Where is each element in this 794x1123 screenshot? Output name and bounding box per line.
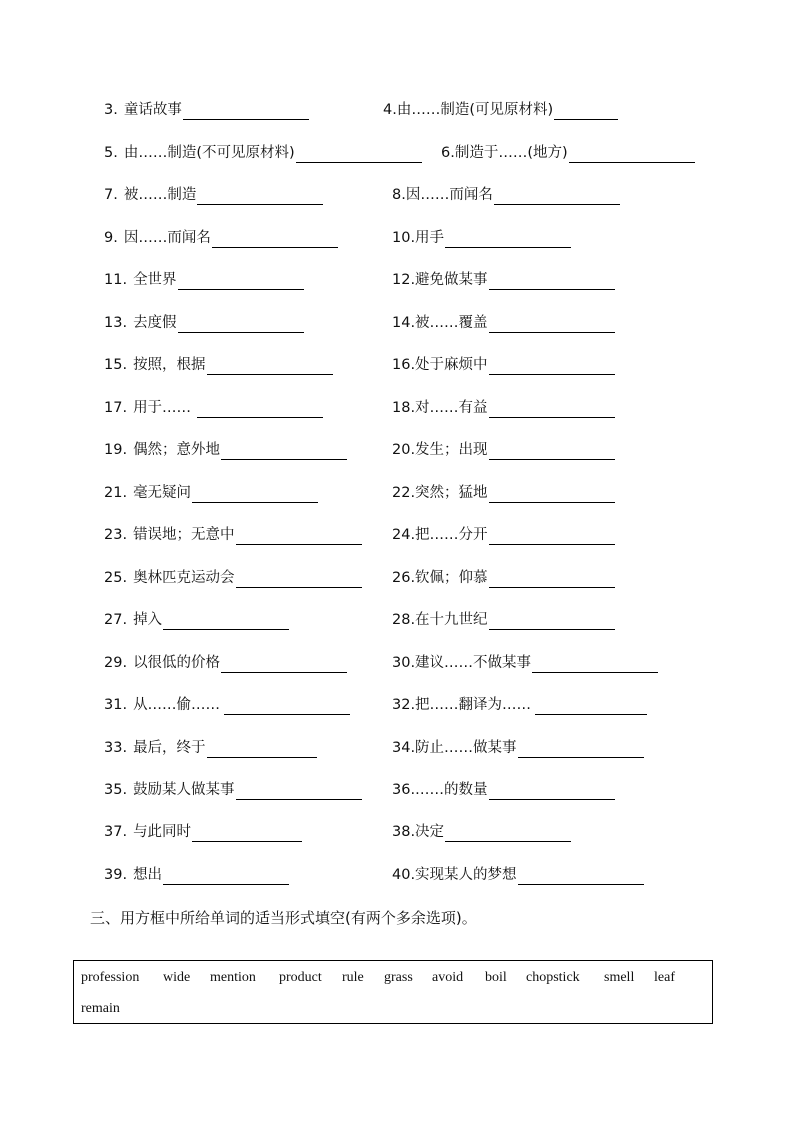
item-number: 35. — [104, 782, 128, 798]
word-option: boil — [485, 970, 507, 985]
answer-blank[interactable] — [489, 445, 615, 460]
item-number: 13. — [104, 315, 128, 331]
list-item — [104, 865, 289, 885]
list-item — [392, 653, 658, 673]
item-number: 33. — [104, 740, 128, 756]
answer-blank[interactable] — [532, 658, 658, 673]
list-item — [392, 185, 620, 205]
word-option: wide — [163, 970, 191, 985]
item-text: 26.钦佩；仰慕 — [392, 570, 488, 586]
word-option: leaf — [654, 970, 675, 985]
item-text: 18.对……有益 — [392, 400, 488, 416]
list-item — [392, 525, 615, 545]
list-item — [104, 780, 362, 800]
word-option: smell — [604, 970, 635, 985]
item-number: 31. — [104, 697, 128, 713]
item-text: 偶然；意外地 — [133, 442, 221, 458]
answer-blank[interactable] — [183, 105, 309, 120]
word-option: grass — [384, 970, 413, 985]
item-number: 21. — [104, 485, 128, 501]
answer-blank[interactable] — [489, 403, 615, 418]
list-item — [104, 228, 338, 248]
list-item — [392, 355, 615, 375]
word-box — [73, 960, 713, 1024]
item-text: 10.用手 — [392, 230, 445, 246]
item-number: 11. — [104, 272, 128, 288]
answer-blank[interactable] — [212, 233, 338, 248]
item-number: 37. — [104, 824, 128, 840]
item-text: 12.避免做某事 — [392, 272, 488, 288]
item-text: 与此同时 — [133, 824, 192, 840]
item-text: 奥林匹克运动会 — [133, 570, 235, 586]
word-option: rule — [342, 970, 364, 985]
list-item — [441, 143, 695, 163]
answer-blank[interactable] — [569, 148, 695, 163]
item-text: 错误地；无意中 — [133, 527, 235, 543]
list-item — [104, 355, 333, 375]
answer-blank[interactable] — [236, 573, 362, 588]
item-text: 毫无疑问 — [133, 485, 192, 501]
item-text: 4.由……制造(可见原材料) — [383, 102, 554, 118]
item-text: 鼓励某人做某事 — [133, 782, 235, 798]
word-option: remain — [81, 1001, 120, 1016]
item-text: 由……制造(不可见原材料) — [123, 145, 295, 161]
answer-blank[interactable] — [207, 360, 333, 375]
item-text: 6.制造于……(地方) — [441, 145, 568, 161]
list-item — [392, 695, 647, 715]
item-number: 25. — [104, 570, 128, 586]
list-item — [104, 525, 362, 545]
section-title: 三、用方框中所给单词的适当形式填空(有两个多余选项)。 — [90, 909, 477, 927]
item-text: 8.因……而闻名 — [392, 187, 493, 203]
item-text: 36.……的数量 — [392, 782, 488, 798]
item-text: 38.决定 — [392, 824, 445, 840]
list-item — [104, 738, 317, 758]
answer-blank[interactable] — [221, 445, 347, 460]
answer-blank[interactable] — [296, 148, 422, 163]
list-item — [104, 695, 350, 715]
answer-blank[interactable] — [518, 743, 644, 758]
list-item — [392, 738, 644, 758]
item-number: 9. — [104, 230, 118, 246]
answer-blank[interactable] — [178, 275, 304, 290]
answer-blank[interactable] — [445, 233, 571, 248]
list-item — [392, 398, 615, 418]
answer-blank[interactable] — [535, 700, 647, 715]
answer-blank[interactable] — [518, 870, 644, 885]
answer-blank[interactable] — [489, 360, 615, 375]
list-item — [392, 780, 615, 800]
item-text: 从……偷…… — [133, 697, 221, 713]
answer-blank[interactable] — [197, 403, 323, 418]
item-text: 去度假 — [133, 315, 177, 331]
list-item — [383, 100, 618, 120]
item-text: 以很低的价格 — [133, 655, 221, 671]
list-item — [104, 610, 289, 630]
answer-blank[interactable] — [489, 488, 615, 503]
item-text: 想出 — [133, 867, 163, 883]
word-option: product — [279, 970, 322, 985]
item-number: 27. — [104, 612, 128, 628]
item-text: 16.处于麻烦中 — [392, 357, 488, 373]
list-item — [104, 398, 323, 418]
answer-blank[interactable] — [192, 488, 318, 503]
item-text: 全世界 — [133, 272, 177, 288]
answer-blank[interactable] — [221, 658, 347, 673]
answer-blank[interactable] — [489, 785, 615, 800]
answer-blank[interactable] — [489, 530, 615, 545]
answer-blank[interactable] — [445, 827, 571, 842]
answer-blank[interactable] — [163, 615, 289, 630]
item-text: 34.防止……做某事 — [392, 740, 517, 756]
word-option: mention — [210, 970, 256, 985]
item-text: 32.把……翻译为…… — [392, 697, 532, 713]
answer-blank[interactable] — [494, 190, 620, 205]
answer-blank[interactable] — [489, 318, 615, 333]
item-number: 29. — [104, 655, 128, 671]
list-item — [392, 610, 615, 630]
list-item — [104, 440, 347, 460]
item-text: 因……而闻名 — [123, 230, 211, 246]
item-text: 30.建议……不做某事 — [392, 655, 532, 671]
item-number: 17. — [104, 400, 128, 416]
answer-blank[interactable] — [489, 573, 615, 588]
item-text: 28.在十九世纪 — [392, 612, 488, 628]
item-number: 5. — [104, 145, 118, 161]
item-number: 19. — [104, 442, 128, 458]
answer-blank[interactable] — [224, 700, 350, 715]
list-item — [392, 228, 571, 248]
list-item — [392, 822, 571, 842]
answer-blank[interactable] — [207, 743, 317, 758]
item-text: 20.发生；出现 — [392, 442, 488, 458]
list-item — [392, 568, 615, 588]
list-item — [104, 143, 422, 163]
word-option: chopstick — [526, 970, 580, 985]
list-item — [392, 865, 644, 885]
answer-blank[interactable] — [489, 275, 615, 290]
list-item — [104, 822, 302, 842]
answer-blank[interactable] — [192, 827, 302, 842]
item-text: 40.实现某人的梦想 — [392, 867, 517, 883]
list-item — [392, 440, 615, 460]
list-item — [392, 270, 615, 290]
item-text: 童话故事 — [123, 102, 182, 118]
answer-blank[interactable] — [489, 615, 615, 630]
item-text: 最后，终于 — [133, 740, 206, 756]
item-number: 23. — [104, 527, 128, 543]
answer-blank[interactable] — [236, 530, 362, 545]
word-option: profession — [81, 970, 140, 985]
list-item — [104, 185, 323, 205]
list-item — [104, 483, 318, 503]
list-item — [392, 483, 615, 503]
answer-blank[interactable] — [197, 190, 323, 205]
item-text: 24.把……分开 — [392, 527, 488, 543]
item-text: 按照，根据 — [133, 357, 206, 373]
item-number: 7. — [104, 187, 118, 203]
list-item — [104, 100, 309, 120]
item-text: 掉入 — [133, 612, 163, 628]
list-item — [104, 270, 304, 290]
word-option: avoid — [432, 970, 464, 985]
item-text: 用于…… — [133, 400, 192, 416]
item-number: 3. — [104, 102, 118, 118]
item-number: 15. — [104, 357, 128, 373]
list-item — [104, 653, 347, 673]
answer-blank[interactable] — [236, 785, 362, 800]
list-item — [104, 568, 362, 588]
item-text: 22.突然；猛地 — [392, 485, 488, 501]
list-item — [392, 313, 615, 333]
answer-blank[interactable] — [163, 870, 289, 885]
item-number: 39. — [104, 867, 128, 883]
list-item — [104, 313, 304, 333]
answer-blank[interactable] — [554, 105, 618, 120]
answer-blank[interactable] — [178, 318, 304, 333]
item-text: 14.被……覆盖 — [392, 315, 488, 331]
item-text: 被……制造 — [123, 187, 197, 203]
